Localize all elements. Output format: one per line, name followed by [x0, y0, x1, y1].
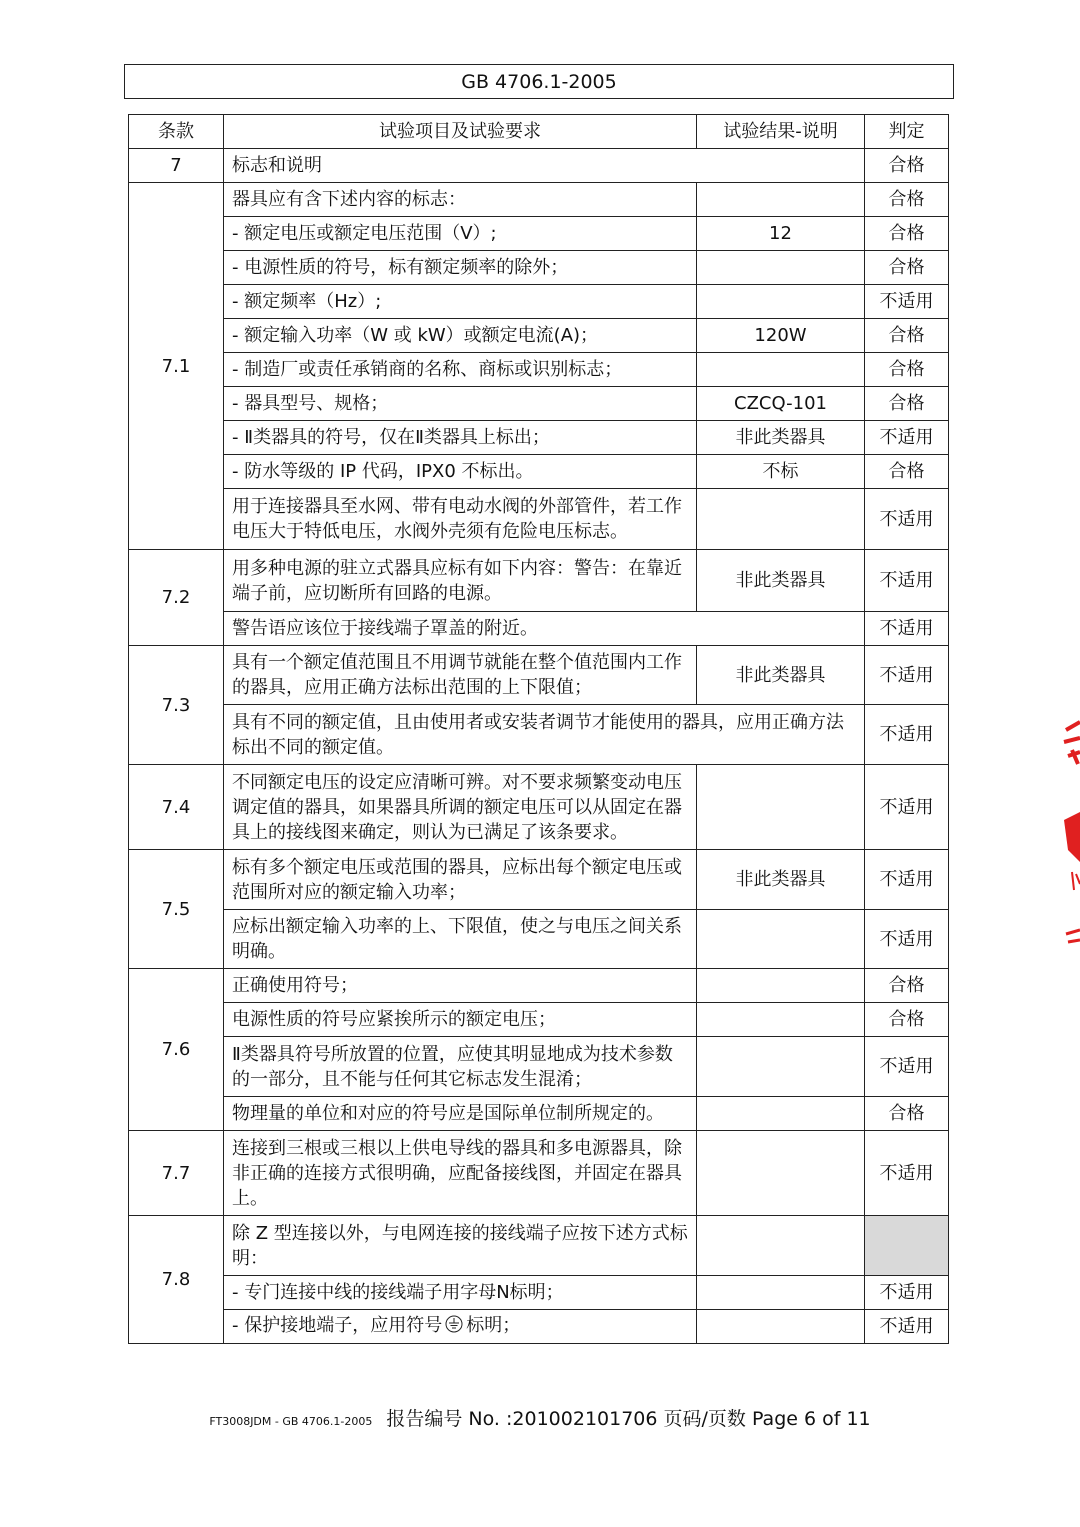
item-cell: 器具应有含下述内容的标志：	[224, 183, 697, 217]
test-report-table	[128, 114, 949, 1344]
item-cell: 具有一个额定值范围且不用调节就能在整个值范围内工作的器具，应用正确方法标出范围的上下限值；	[224, 646, 697, 705]
table-row	[129, 217, 949, 251]
result-cell	[697, 489, 865, 550]
verdict-cell: 不适用	[865, 765, 949, 850]
item-cell: 应标出额定输入功率的上、下限值，使之与电压之间关系明确。	[224, 910, 697, 969]
result-cell: 12	[697, 217, 865, 251]
result-cell	[697, 1131, 865, 1216]
clause-cell: 7.2	[129, 550, 224, 646]
item-cell: Ⅱ类器具符号所放置的位置，应使其明显地成为技术参数的一部分，且不能与任何其它标志发生混淆；	[224, 1037, 697, 1097]
item-text-after: 标明；	[466, 1315, 521, 1336]
verdict-cell: 合格	[865, 251, 949, 285]
header-verdict: 判定	[865, 115, 949, 149]
item-cell: - 防水等级的 IP 代码，IPX0 不标出。	[224, 455, 697, 489]
item-cell	[224, 1310, 697, 1344]
table-row	[129, 285, 949, 319]
verdict-cell: 不适用	[865, 910, 949, 969]
verdict-cell: 不适用	[865, 646, 949, 705]
verdict-cell: 不适用	[865, 1037, 949, 1097]
verdict-cell: 合格	[865, 969, 949, 1003]
header-item: 试验项目及试验要求	[224, 115, 697, 149]
verdict-cell: 合格	[865, 387, 949, 421]
item-cell: - 器具型号、规格；	[224, 387, 697, 421]
result-cell: 非此类器具	[697, 550, 865, 612]
item-cell: 电源性质的符号应紧挨所示的额定电压；	[224, 1003, 697, 1037]
result-cell	[697, 969, 865, 1003]
table-row	[129, 387, 949, 421]
item-cell: - 电源性质的符号，标有额定频率的除外；	[224, 251, 697, 285]
verdict-cell: 不适用	[865, 1310, 949, 1344]
table-row	[129, 1216, 949, 1276]
item-cell: 标有多个额定电压或范围的器具，应标出每个额定电压或范围所对应的额定输入功率；	[224, 850, 697, 910]
clause-cell: 7.3	[129, 646, 224, 765]
table-row	[129, 319, 949, 353]
verdict-cell: 不适用	[865, 421, 949, 455]
table-row	[129, 765, 949, 850]
form-code: FT3008JDM - GB 4706.1-2005	[209, 1415, 373, 1428]
report-page-info: 报告编号 No. :201002101706 页码/页数 Page 6 of 11	[386, 1408, 871, 1430]
item-cell: - 额定输入功率（W 或 kW）或额定电流(A)；	[224, 319, 697, 353]
item-cell: 用于连接器具至水网、带有电动水阀的外部管件，若工作电压大于特低电压，水阀外壳须有危险电压标志。	[224, 489, 697, 550]
table-row	[129, 850, 949, 910]
table-row	[129, 421, 949, 455]
item-cell: - 制造厂或责任承销商的名称、商标或识别标志；	[224, 353, 697, 387]
table-row	[129, 705, 949, 765]
verdict-cell: 不适用	[865, 705, 949, 765]
item-cell: - Ⅱ类器具的符号，仅在Ⅱ类器具上标出；	[224, 421, 697, 455]
verdict-cell: 合格	[865, 353, 949, 387]
clause-cell: 7.4	[129, 765, 224, 850]
item-cell: 物理量的单位和对应的符号应是国际单位制所规定的。	[224, 1097, 697, 1131]
item-cell: - 额定电压或额定电压范围（V）;	[224, 217, 697, 251]
result-cell	[697, 1097, 865, 1131]
result-cell: 不标	[697, 455, 865, 489]
result-cell: 120W	[697, 319, 865, 353]
result-cell: 非此类器具	[697, 646, 865, 705]
header-result: 试验结果-说明	[697, 115, 865, 149]
red-seal-stamp	[1058, 712, 1080, 952]
verdict-cell: 合格	[865, 217, 949, 251]
item-text-before: - 保护接地端子，应用符号	[232, 1315, 443, 1336]
table-row	[129, 612, 949, 646]
result-cell	[697, 1216, 865, 1276]
clause-cell: 7.6	[129, 969, 224, 1131]
verdict-cell: 合格	[865, 1097, 949, 1131]
item-cell: 警告语应该位于接线端子罩盖的附近。	[224, 612, 865, 646]
table-row	[129, 183, 949, 217]
result-cell	[697, 765, 865, 850]
item-cell: 正确使用符号；	[224, 969, 697, 1003]
table-row	[129, 1097, 949, 1131]
table-header-row	[129, 115, 949, 149]
result-cell: CZCQ-101	[697, 387, 865, 421]
result-cell	[697, 1276, 865, 1310]
clause-cell: 7.5	[129, 850, 224, 969]
result-cell	[697, 183, 865, 217]
table-row	[129, 353, 949, 387]
table-row	[129, 149, 949, 183]
verdict-cell: 合格	[865, 1003, 949, 1037]
table-row	[129, 1003, 949, 1037]
result-cell	[697, 1003, 865, 1037]
item-cell: 具有不同的额定值，且由使用者或安装者调节才能使用的器具，应用正确方法标出不同的额定值。	[224, 705, 865, 765]
table-row	[129, 550, 949, 612]
result-cell: 非此类器具	[697, 421, 865, 455]
verdict-cell: 不适用	[865, 550, 949, 612]
verdict-cell-shaded	[865, 1216, 949, 1276]
item-cell: 不同额定电压的设定应清晰可辨。对不要求频繁变动电压调定值的器具，如果器具所调的额定电压可以从固定在器具上的接线图来确定，则认为已满足了该条要求。	[224, 765, 697, 850]
table-row	[129, 251, 949, 285]
item-cell: 标志和说明	[224, 149, 865, 183]
table-row	[129, 455, 949, 489]
protective-earth-icon	[445, 1315, 463, 1340]
item-cell: 除 Z 型连接以外，与电网连接的接线端子应按下述方式标明：	[224, 1216, 697, 1276]
verdict-cell: 合格	[865, 149, 949, 183]
table-row	[129, 646, 949, 705]
standard-title: GB 4706.1-2005	[461, 70, 617, 93]
verdict-cell: 不适用	[865, 612, 949, 646]
table-row	[129, 1131, 949, 1216]
result-cell	[697, 1310, 865, 1344]
clause-cell: 7.7	[129, 1131, 224, 1216]
verdict-cell: 不适用	[865, 285, 949, 319]
result-cell: 非此类器具	[697, 850, 865, 910]
result-cell	[697, 353, 865, 387]
verdict-cell: 不适用	[865, 1131, 949, 1216]
document-header	[124, 64, 954, 99]
verdict-cell: 合格	[865, 183, 949, 217]
result-cell	[697, 1037, 865, 1097]
result-cell	[697, 251, 865, 285]
clause-cell: 7	[129, 149, 224, 183]
verdict-cell: 合格	[865, 319, 949, 353]
result-cell	[697, 910, 865, 969]
verdict-cell: 不适用	[865, 1276, 949, 1310]
verdict-cell: 合格	[865, 455, 949, 489]
table-row	[129, 1310, 949, 1344]
page-footer	[0, 1404, 1080, 1431]
item-cell: - 专门连接中线的接线端子用字母N标明；	[224, 1276, 697, 1310]
table-row	[129, 1037, 949, 1097]
table-row	[129, 489, 949, 550]
clause-cell: 7.8	[129, 1216, 224, 1344]
verdict-cell: 不适用	[865, 489, 949, 550]
table-row	[129, 969, 949, 1003]
verdict-cell: 不适用	[865, 850, 949, 910]
table-row	[129, 910, 949, 969]
result-cell	[697, 285, 865, 319]
item-cell: - 额定频率（Hz）;	[224, 285, 697, 319]
item-cell: 用多种电源的驻立式器具应标有如下内容：警告：在靠近端子前，应切断所有回路的电源。	[224, 550, 697, 612]
table-row	[129, 1276, 949, 1310]
header-clause: 条款	[129, 115, 224, 149]
clause-cell: 7.1	[129, 183, 224, 550]
item-cell: 连接到三根或三根以上供电导线的器具和多电源器具，除非正确的连接方式很明确，应配备接线图，并固定在器具上。	[224, 1131, 697, 1216]
